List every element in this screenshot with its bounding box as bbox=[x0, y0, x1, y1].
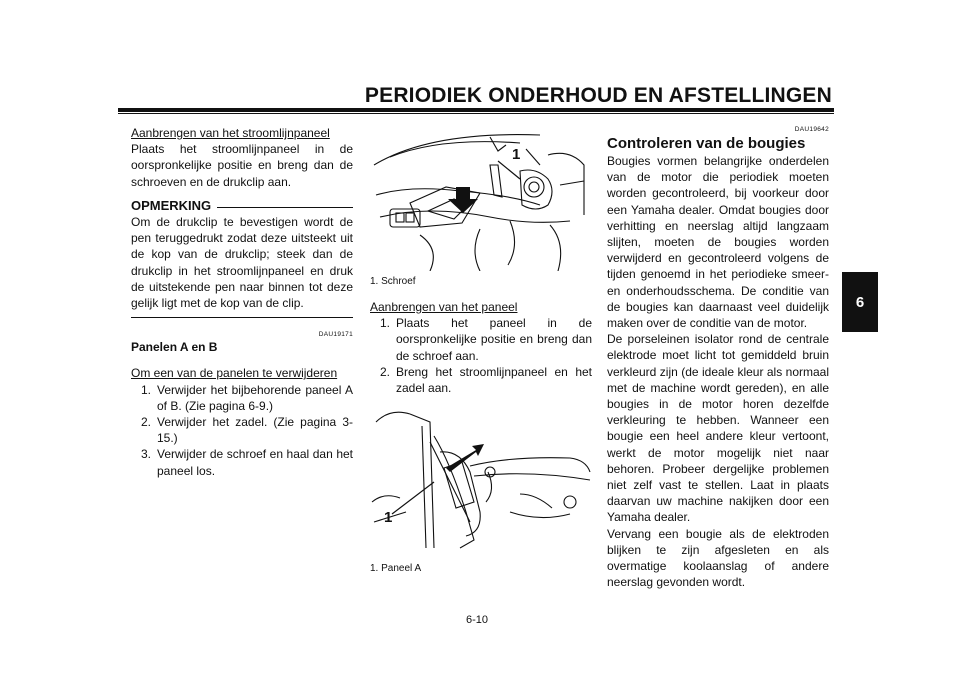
note-heading bbox=[131, 198, 353, 214]
motorcycle-fairing-drawing bbox=[370, 125, 592, 271]
header-rule bbox=[118, 108, 834, 112]
list-item: 2. Breng het stroomlijnpaneel en het zadel aan. bbox=[380, 364, 592, 396]
panels-heading: Panelen A en B bbox=[131, 340, 218, 355]
middle-column bbox=[370, 125, 592, 576]
figure1-callout: 1 bbox=[512, 146, 521, 163]
spark-plugs-paragraph: De porseleinen isolator rond de centrale elektrode moet licht tot gemiddeld bruin verkleurd zijn (de ideale kleur als normaal met de machine wordt gereden), en alle bougies in de motor horen dezelfde verkleuring te hebben. Wanneer een bougie een heel andere kleur vertoont, werkt de motor mogelijk niet naar behoren. Probeer dergelijke problemen niet zelf vast te stellen. Laat in plaats daarvan uw machine nakijken door een Yamaha dealer. bbox=[607, 332, 829, 525]
figure2-callout: 1 bbox=[384, 509, 393, 527]
page-title: PERIODIEK ONDERHOUD EN AFSTELLINGEN bbox=[364, 84, 832, 107]
install-fairing-heading: Aanbrengen van het stroomlijnpaneel bbox=[131, 126, 330, 140]
panel-a-drawing bbox=[370, 402, 592, 550]
note-rule bbox=[217, 207, 353, 208]
page-number: 6-10 bbox=[466, 614, 489, 626]
header-rule-thin bbox=[118, 113, 834, 114]
install-steps-list bbox=[370, 315, 592, 396]
note-text: Om de drukclip te bevestigen wordt de pen teruggedrukt zodat deze uitsteekt uit de kop van de drukclip; steek dan de drukclip in het stroomlijnpaneel en druk de uitstekende pen naar binnen tot deze gelijk ligt met de kop van de clip. bbox=[131, 215, 353, 311]
install-panel-heading: Aanbrengen van het paneel bbox=[370, 300, 518, 314]
remove-steps-list bbox=[131, 382, 353, 479]
right-column bbox=[607, 125, 829, 590]
screw-illustration bbox=[370, 125, 592, 271]
note-end-rule bbox=[131, 317, 353, 318]
chapter-tab: 6 bbox=[842, 272, 878, 332]
list-item: 1. Plaats het paneel in de oorspronkelijke positie en breng dan de schroef aan. bbox=[380, 316, 592, 363]
left-column bbox=[131, 125, 353, 479]
spark-plugs-heading: Controleren van de bougies bbox=[607, 135, 806, 152]
remove-panels-heading: Om een van de panelen te verwijderen bbox=[131, 366, 338, 381]
list-item: 2. Verwijder het zadel. (Zie pagina 3-15.) bbox=[141, 415, 353, 446]
section-code: DAU19171 bbox=[318, 331, 353, 339]
figure1-caption: 1. Schroef bbox=[370, 276, 416, 287]
note-label: OPMERKING bbox=[131, 197, 212, 213]
spark-plugs-paragraph: Vervang een bougie als de elektroden blijken te zijn afgesleten en als overmatige koolaanslag of andere neerslag gevonden wordt. bbox=[607, 526, 829, 590]
list-item: 1. Verwijder het bijbehorende paneel A of B. (Zie pagina 6-9.) bbox=[141, 382, 353, 413]
list-item: 3. Verwijder de schroef en haal dan het paneel los. bbox=[141, 447, 353, 478]
section-code: DAU19642 bbox=[794, 126, 829, 133]
panel-a-illustration bbox=[370, 402, 592, 550]
install-fairing-text: Plaats het stroomlijnpaneel in de oorspronkelijke positie en breng dan de schroeven en de drukclip aan. bbox=[131, 142, 353, 189]
figure2-caption: 1. Paneel A bbox=[370, 563, 422, 575]
spark-plugs-paragraph: Bougies vormen belangrijke onderdelen van de motor die periodiek moeten worden gecontroleerd, bij voorkeur door een Yamaha dealer. Omdat bougies door verhitting en neerslag altijd langzaam slijten, moeten de bougies worden verwijderd en gecontroleerd volgens de tijden genoemd in het periodieke smeer- en onderhoudsschema. De conditie van de bougies kan daarnaast veel duidelijk maken over de conditie van de motor. bbox=[607, 154, 829, 331]
